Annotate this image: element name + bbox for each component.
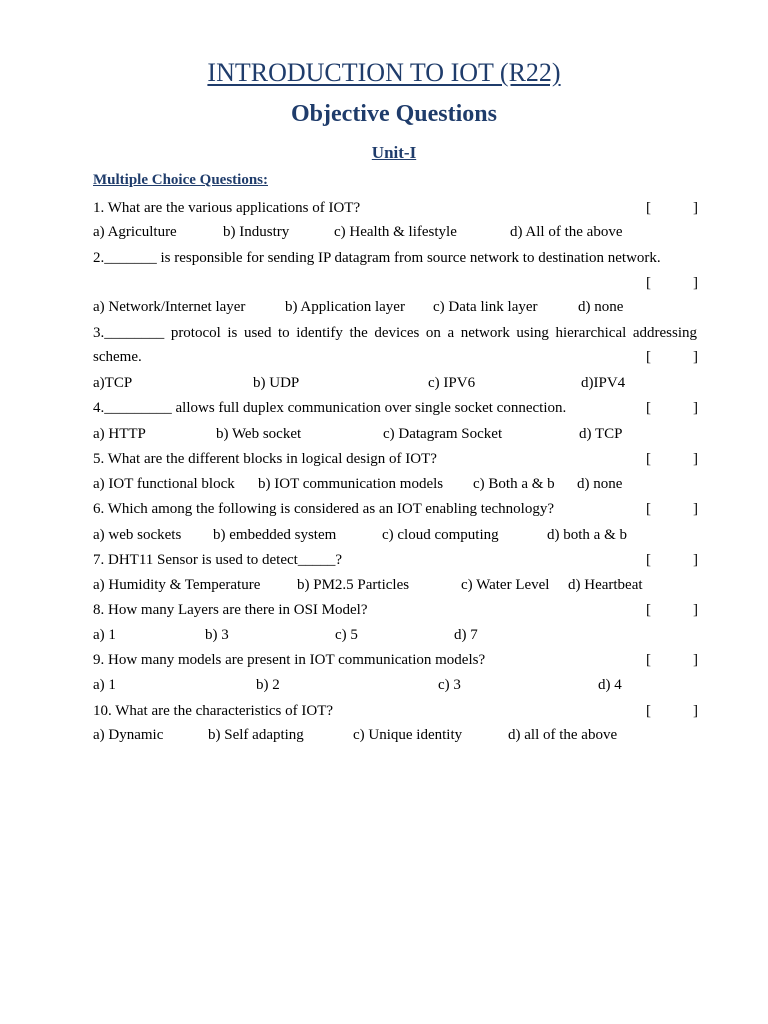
question-5: 5. What are the different blocks in logical design of IOT? (93, 451, 437, 467)
q10-option-a: a) Dynamic (93, 727, 164, 743)
q3-option-b: b) UDP (253, 375, 300, 391)
answer-bracket-10: [ ] (646, 703, 698, 719)
question-7: 7. DHT11 Sensor is used to detect_____? (93, 552, 342, 568)
section-heading: Multiple Choice Questions: (93, 172, 268, 188)
q2-option-d: d) none (578, 299, 624, 315)
q8-option-c: c) 5 (335, 627, 358, 643)
q9-option-c: c) 3 (438, 677, 461, 693)
question-3-continued: scheme. (93, 349, 142, 365)
q9-option-d: d) 4 (598, 677, 622, 693)
q1-option-b: b) Industry (223, 224, 290, 240)
q5-option-a: a) IOT functional block (93, 476, 235, 492)
answer-bracket-2: [ ] (646, 275, 698, 291)
answer-bracket-9: [ ] (646, 652, 698, 668)
q2-option-a: a) Network/Internet layer (93, 299, 246, 315)
answer-bracket-4: [ ] (646, 400, 698, 416)
question-6: 6. Which among the following is considered as an IOT enabling technology? (93, 501, 555, 517)
q6-option-b: b) embedded system (213, 527, 337, 543)
answer-bracket-3: [ ] (646, 349, 698, 365)
q6-option-a: a) web sockets (93, 527, 182, 543)
q1-option-a: a) Agriculture (93, 224, 177, 240)
q4-option-c: c) Datagram Socket (383, 426, 503, 442)
answer-bracket-8: [ ] (646, 602, 698, 618)
q10-option-b: b) Self adapting (208, 727, 304, 743)
q7-option-a: a) Humidity & Temperature (93, 577, 261, 593)
question-2: 2._______ is responsible for sending IP datagram from source network to destination network. (93, 250, 661, 266)
q3-option-c: c) IPV6 (428, 375, 476, 391)
q5-option-d: d) none (577, 476, 623, 492)
answer-bracket-1: [ ] (646, 200, 698, 216)
q4-option-b: b) Web socket (216, 426, 302, 442)
unit-heading: Unit-I (371, 143, 417, 162)
q7-option-c: c) Water Level (461, 577, 550, 593)
q10-option-c: c) Unique identity (353, 727, 463, 743)
q9-option-b: b) 2 (256, 677, 280, 693)
question-9: 9. How many models are present in IOT communication models? (93, 652, 486, 668)
q5-option-c: c) Both a & b (473, 476, 555, 492)
answer-bracket-6: [ ] (646, 501, 698, 517)
q8-option-b: b) 3 (205, 627, 229, 643)
q7-option-d: d) Heartbeat (568, 577, 643, 593)
q8-option-d: d) 7 (454, 627, 478, 643)
q6-option-c: c) cloud computing (382, 527, 499, 543)
q9-option-a: a) 1 (93, 677, 116, 693)
document-subtitle: Objective Questions (291, 101, 497, 127)
q4-option-d: d) TCP (579, 426, 623, 442)
q8-option-a: a) 1 (93, 627, 116, 643)
q1-option-d: d) All of the above (510, 224, 623, 240)
q10-option-d: d) all of the above (508, 727, 618, 743)
q3-option-d: d)IPV4 (581, 375, 626, 391)
q4-option-a: a) HTTP (93, 426, 146, 442)
question-3: 3.________ protocol is used to identify the devices on a network using hierarchical addressing (93, 325, 697, 341)
q6-option-d: d) both a & b (547, 527, 627, 543)
document-title: INTRODUCTION TO IOT (R22) (207, 58, 561, 87)
q3-option-a: a)TCP (93, 375, 133, 391)
q7-option-b: b) PM2.5 Particles (297, 577, 410, 593)
answer-bracket-5: [ ] (646, 451, 698, 467)
question-4: 4._________ allows full duplex communication over single socket connection. (93, 400, 567, 416)
question-8: 8. How many Layers are there in OSI Model? (93, 602, 368, 618)
q2-option-b: b) Application layer (285, 299, 405, 315)
question-1: 1. What are the various applications of IOT? (93, 200, 361, 216)
question-10: 10. What are the characteristics of IOT? (93, 703, 334, 719)
answer-bracket-7: [ ] (646, 552, 698, 568)
q2-option-c: c) Data link layer (433, 299, 538, 315)
q5-option-b: b) IOT communication models (258, 476, 444, 492)
q1-option-c: c) Health & lifestyle (334, 224, 457, 240)
